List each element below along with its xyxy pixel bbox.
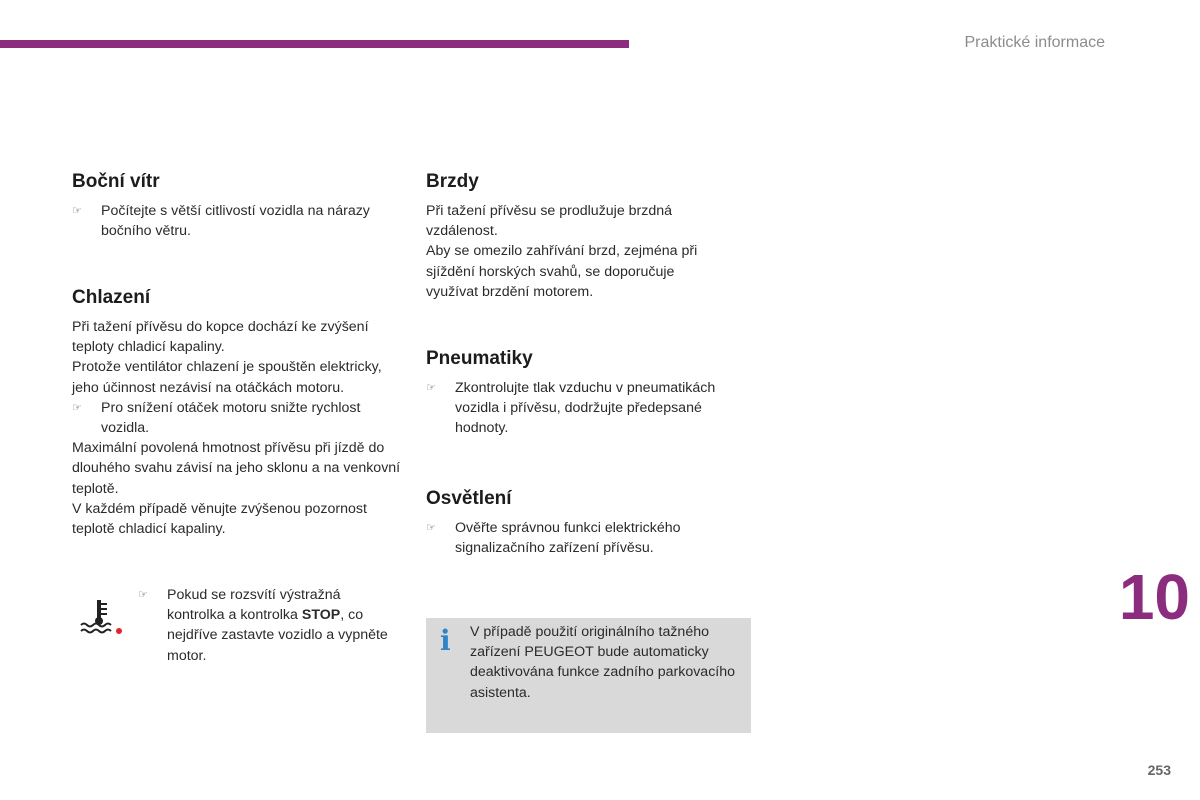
pointing-hand-icon: ☞: [426, 382, 436, 394]
side-wind-heading: Boční vítr: [72, 171, 160, 192]
cooling-section: [72, 287, 402, 539]
info-note-box: [426, 618, 751, 733]
lighting-bullet: ☞ Ověřte správnou funkci elektrického signalizačního zařízení přívěsu.: [426, 520, 681, 557]
lighting-section: [426, 488, 726, 558]
side-wind-bullet: ☞ Počítejte s větší citlivostí vozidla na nárazy bočního větru.: [72, 203, 370, 240]
brakes-paragraph: Aby se omezilo zahřívání brzd, zejména při sjíždění horských svahů, se doporučuje využívat brzdění motorem.: [426, 243, 698, 300]
pointing-hand-icon: ☞: [426, 522, 436, 534]
page-number: 253: [1147, 762, 1171, 778]
coolant-warning-note: [138, 585, 398, 666]
pointing-hand-icon: ☞: [138, 589, 148, 601]
tyres-heading: Pneumatiky: [426, 348, 533, 369]
brakes-section: [426, 171, 756, 302]
tyres-section: [426, 348, 756, 439]
tyres-bullet: ☞ Zkontrolujte tlak vzduchu v pneumatikách vozidla i přívěsu, dodržujte předepsané hodnoty.: [426, 380, 716, 437]
warning-dot: [116, 628, 122, 634]
lighting-heading: Osvětlení: [426, 488, 512, 509]
info-icon: i: [440, 624, 451, 657]
cooling-paragraph: Při tažení přívěsu do kopce dochází ke zvýšení teploty chladicí kapaliny.: [72, 319, 369, 356]
cooling-heading: Chlazení: [72, 287, 151, 308]
pointing-hand-icon: ☞: [72, 401, 82, 414]
header-accent-bar: [0, 40, 629, 48]
coolant-temperature-warning-icon: [79, 598, 123, 636]
coolant-warning-bullet: ☞ Pokud se rozsvítí výstražná kontrolka a kontrolka STOP, co nejdříve zastavte vozidlo a vypněte motor.: [138, 587, 388, 664]
stop-label: STOP: [301, 607, 341, 624]
side-wind-section: [72, 171, 402, 241]
chapter-number: 10: [1118, 561, 1190, 633]
section-title: Praktické informace: [964, 34, 1105, 51]
info-note-text: V případě použití originálního tažného zařízení PEUGEOT bude automaticky deaktivována funkce zadního parkovacího asistenta.: [470, 624, 736, 701]
brakes-heading: Brzdy: [426, 171, 479, 192]
brakes-paragraph: Při tažení přívěsu se prodlužuje brzdná vzdálenost.: [426, 203, 673, 240]
pointing-hand-icon: ☞: [72, 205, 82, 217]
cooling-paragraph: Protože ventilátor chlazení je spouštěn elektricky, jeho účinnost nezávisí na otáčkách motoru.: [72, 359, 382, 396]
cooling-paragraph: V každém případě věnujte zvýšenou pozornost teplotě chladicí kapaliny.: [72, 500, 367, 538]
cooling-paragraph: Maximální povolená hmotnost přívěsu při jízdě do dlouhého svahu závisí na jeho sklonu a na venkovní teplotě.: [72, 440, 401, 497]
cooling-bullet: ☞ Pro snížení otáček motoru snižte rychlost vozidla.: [72, 399, 361, 437]
